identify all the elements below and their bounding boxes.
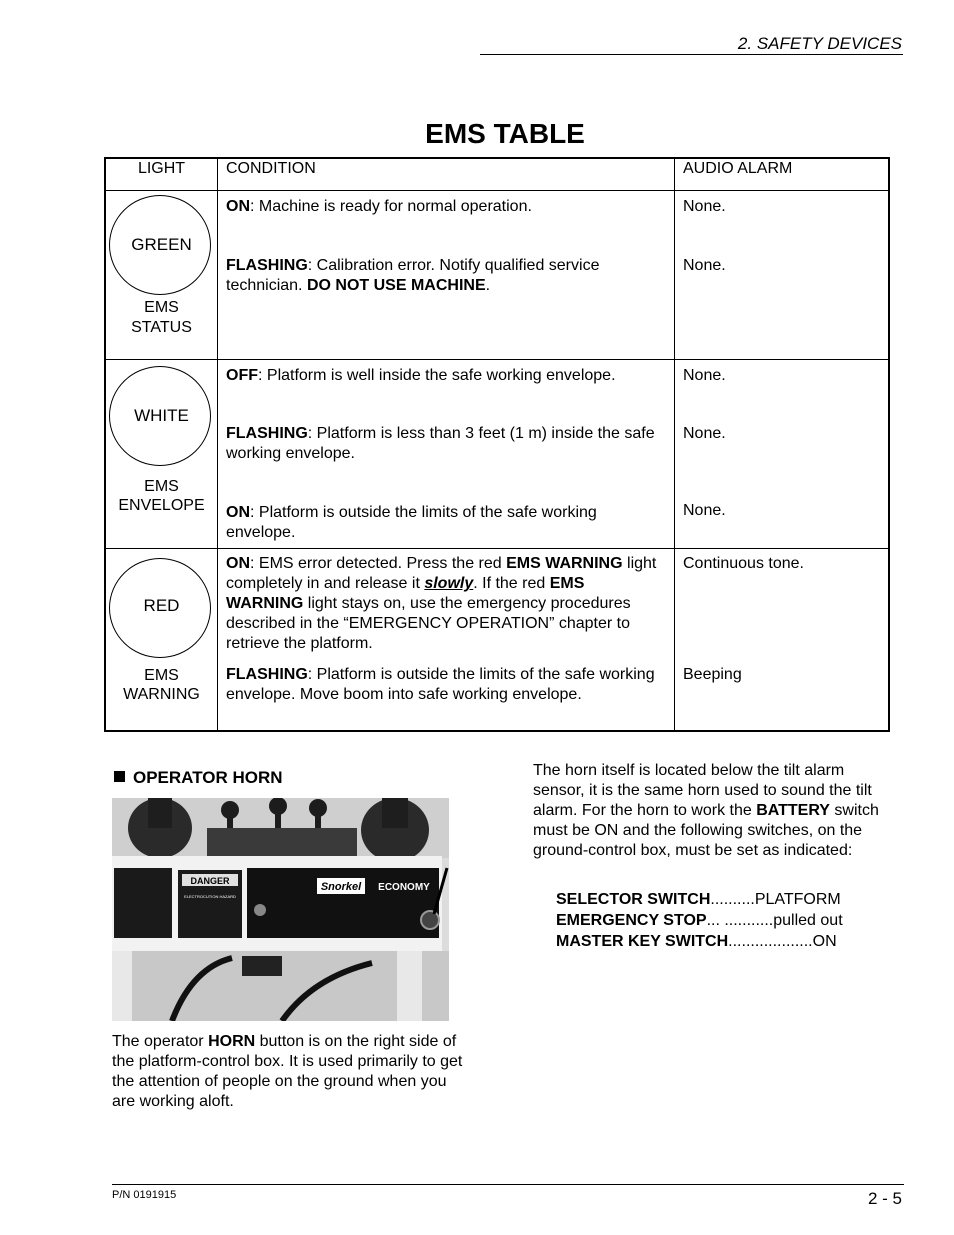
footer-rule	[112, 1184, 904, 1185]
audio-cell-green	[675, 191, 890, 360]
condition-white-on: ON: Platform is outside the limits of the safe working envelope.	[226, 504, 597, 541]
ems-table	[104, 157, 890, 732]
condition-cell-green	[218, 191, 675, 360]
part-number: P/N 0191915	[112, 1189, 177, 1201]
audio-green-on: None.	[683, 198, 726, 215]
danger-decal-text: DANGER	[190, 876, 230, 886]
condition-green-on: ON: Machine is ready for normal operation.	[226, 198, 532, 215]
light-cell-red	[105, 549, 218, 731]
column-header-condition: CONDITION	[218, 158, 675, 191]
column-header-light: LIGHT	[105, 158, 218, 191]
audio-cell-red	[675, 549, 890, 731]
condition-cell-red	[218, 549, 675, 731]
page-number: 2 - 5	[867, 1189, 902, 1208]
light-sub-red-2: WARNING	[123, 686, 200, 703]
condition-white-off: OFF: Platform is well inside the safe working envelope.	[226, 367, 616, 384]
condition-green-flashing: FLASHING: Calibration error. Notify qualified service technician. DO NOT USE MACHINE.	[226, 257, 600, 294]
light-sub-white-2: ENVELOPE	[118, 497, 205, 514]
switch-row-emergency-stop: EMERGENCY STOP... ...........pulled out	[556, 912, 843, 929]
light-name-red: RED	[143, 596, 180, 615]
section-header: 2. SAFETY DEVICES	[737, 34, 902, 53]
condition-white-flashing: FLASHING: Platform is less than 3 feet (1 m) inside the safe working envelope.	[226, 425, 655, 462]
switch-row-selector: SELECTOR SWITCH..........PLATFORM	[556, 891, 841, 908]
condition-red-on: ON: EMS error detected. Press the red EMS WARNING light completely in and release it slowly. If the red EMS WARNING light stays on, use the emergency procedures described in the “EMERGENCY OPERATION” chapter to retrieve the platform.	[226, 555, 657, 652]
light-name-green: GREEN	[131, 235, 192, 254]
platform-control-box-photo	[112, 798, 449, 1021]
header-rule	[480, 54, 903, 55]
horn-button-icon	[421, 911, 439, 929]
horn-description: The operator HORN button is on the right side of the platform-control box. It is used primarily to get the attention of people on the ground when you are working aloft.	[112, 1033, 463, 1110]
switch-row-master-key: MASTER KEY SWITCH...................ON	[556, 933, 837, 950]
light-cell-white	[105, 360, 218, 549]
light-sub-green-1: EMS	[144, 299, 179, 316]
table-row-white	[105, 360, 889, 549]
light-sub-white-1: EMS	[144, 478, 179, 495]
audio-green-flashing: None.	[683, 257, 726, 274]
control-box-illustration	[112, 798, 449, 1021]
horn-location-text: The horn itself is located below the tilt alarm sensor, it is the same horn used to sound the tilt alarm. For the horn to work the BATTERY switch must be ON and the following switches, on the ground-control box, must be set as indicated:	[533, 762, 879, 859]
audio-red-flashing: Beeping	[683, 666, 742, 683]
audio-white-off: None.	[683, 367, 726, 384]
audio-red-on: Continuous tone.	[683, 555, 804, 572]
audio-white-flashing: None.	[683, 425, 726, 442]
economy-logo-text: ECONOMY	[378, 882, 430, 893]
light-sub-red-1: EMS	[144, 667, 179, 684]
condition-red-flashing: FLASHING: Platform is outside the limits of the safe working envelope. Move boom into safe working envelope.	[226, 666, 655, 703]
operator-horn-heading: OPERATOR HORN	[114, 768, 283, 788]
audio-white-on: None.	[683, 502, 726, 519]
light-name-white: WHITE	[134, 406, 189, 425]
hazard-decal-text: ELECTROCUTION HAZARD	[184, 894, 236, 899]
light-sub-green-2: STATUS	[131, 319, 192, 336]
column-header-audio-alarm: AUDIO ALARM	[675, 158, 890, 191]
snorkel-logo-text: Snorkel	[320, 881, 362, 893]
condition-cell-white	[218, 360, 675, 549]
audio-cell-white	[675, 360, 890, 549]
table-header-row	[105, 158, 889, 191]
table-row-green	[105, 191, 889, 360]
square-bullet-icon	[114, 771, 125, 782]
light-cell-green	[105, 191, 218, 360]
switch-settings-list	[556, 890, 886, 953]
page-title: EMS TABLE	[425, 118, 585, 149]
table-row-red	[105, 549, 889, 731]
